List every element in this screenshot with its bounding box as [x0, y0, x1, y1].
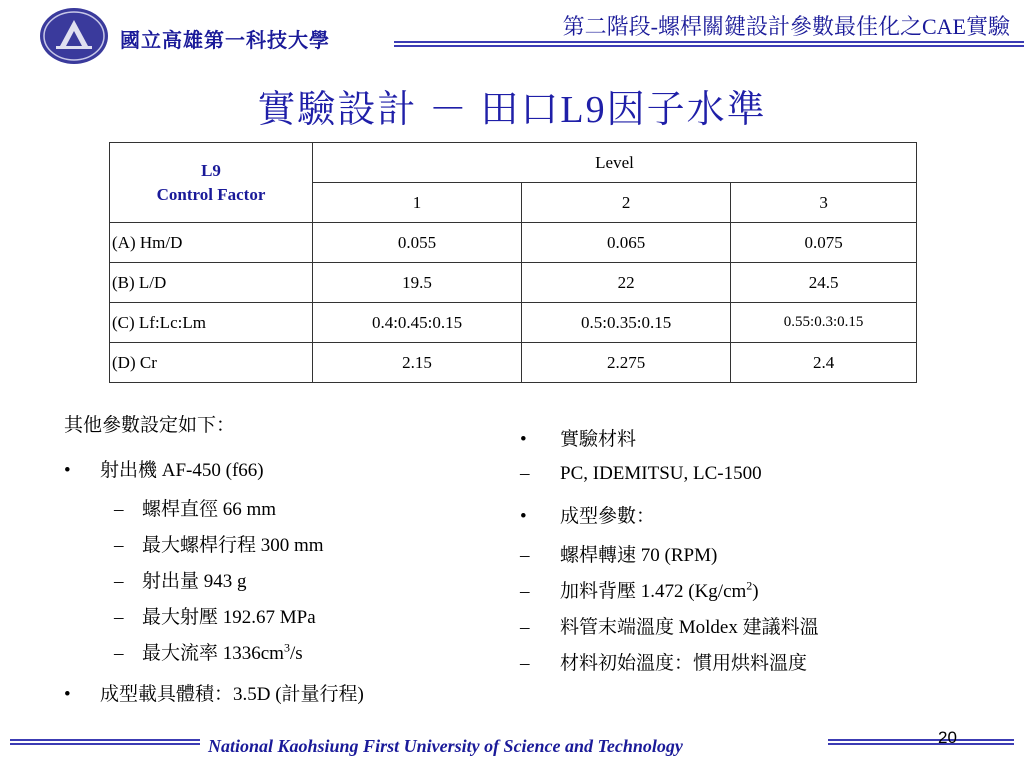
footer-university-name: National Kaohsiung First University of Science and Technology	[208, 736, 683, 756]
dash-item	[520, 612, 1000, 639]
bullet-dot: •	[64, 684, 71, 705]
table-cell: 2.4	[731, 343, 917, 383]
table-cell: 0.065	[522, 223, 731, 263]
machine-text: 射出機 AF-450 (f66)	[100, 460, 264, 481]
dash-item	[520, 576, 1000, 603]
table-cell: 0.4:0.45:0.15	[313, 303, 522, 343]
table-cell: 22	[522, 263, 731, 303]
table-cell: 0.055	[313, 223, 522, 263]
back-pressure-close: )	[752, 581, 759, 602]
dash-mark: –	[114, 499, 124, 520]
table-row	[110, 343, 917, 383]
dash-mark: –	[114, 535, 124, 556]
dash-item	[520, 463, 1000, 485]
footer-rule-left	[10, 739, 200, 745]
back-pressure-superscript: 2	[746, 578, 753, 593]
dash-item	[64, 494, 514, 521]
level-3-header: 3	[731, 183, 917, 223]
header-title: 第二階段-螺桿關鍵設計參數最佳化之CAE實驗	[562, 14, 1010, 39]
table-cell: 0.075	[731, 223, 917, 263]
dash-item	[64, 638, 514, 665]
back-pressure-text: 加料背壓 1.472 (Kg/cm	[560, 581, 747, 602]
dash-text: 射出量 943 g	[142, 571, 247, 592]
max-flow-unit: /s	[289, 643, 303, 664]
footer-rule-right	[828, 739, 1014, 745]
dash-mark: –	[520, 463, 530, 484]
factor-header-cell	[110, 143, 313, 223]
table-row	[110, 263, 917, 303]
material-text: PC, IDEMITSU, LC-1500	[560, 463, 762, 484]
slide-title: 實驗設計 － 田口L9因子水準	[257, 89, 767, 131]
factor-label: (D) Cr	[110, 343, 313, 383]
level-2-header: 2	[522, 183, 731, 223]
factor-label: (C) Lf:Lc:Lm	[110, 303, 313, 343]
factor-header-l9: L9	[201, 160, 221, 180]
dash-text: 螺桿直徑 66 mm	[142, 499, 277, 520]
max-flow-superscript: 3	[283, 640, 290, 655]
table-row	[110, 223, 917, 263]
factor-level-table	[109, 142, 917, 383]
university-logo	[38, 6, 110, 66]
dash-item	[520, 648, 1000, 675]
header-rule	[394, 41, 1024, 47]
table-cell: 0.5:0.35:0.15	[522, 303, 731, 343]
table-cell: 2.15	[313, 343, 522, 383]
material-temp-text: 材料初始溫度：慣用烘料溫度	[560, 653, 808, 674]
table-cell: 2.275	[522, 343, 731, 383]
bullet-dot: •	[520, 506, 527, 527]
volume-text: 成型載具體積：3.5D (計量行程)	[100, 684, 364, 705]
dash-item	[520, 540, 1000, 567]
bullet-dot: •	[520, 429, 527, 450]
bullet-item	[64, 679, 514, 706]
bullet-item	[520, 424, 1000, 451]
page-number: 20	[938, 728, 957, 747]
dash-item	[64, 530, 514, 557]
university-name-cn: 國立高雄第一科技大學	[120, 30, 330, 52]
dash-mark: –	[520, 617, 530, 638]
material-heading: 實驗材料	[560, 429, 637, 450]
dash-mark: –	[520, 653, 530, 674]
dash-item	[64, 566, 514, 593]
dash-text: 最大螺桿行程 300 mm	[142, 535, 324, 556]
intro-text: 其他參數設定如下：	[64, 415, 236, 436]
level-header: Level	[313, 143, 917, 183]
dash-text: 最大射壓 192.67 MPa	[142, 607, 316, 628]
bullet-dot: •	[64, 460, 71, 481]
left-column	[64, 410, 514, 706]
max-flow-text: 最大流率 1336cm	[142, 643, 284, 664]
right-column	[520, 424, 1000, 675]
dash-mark: –	[114, 607, 124, 628]
dash-mark: –	[114, 643, 124, 664]
dash-item	[64, 602, 514, 629]
factor-label: (B) L/D	[110, 263, 313, 303]
bullet-item	[64, 455, 514, 482]
dash-mark: –	[520, 581, 530, 602]
table-cell: 19.5	[313, 263, 522, 303]
factor-header-control-factor: Control Factor	[156, 184, 266, 204]
barrel-temp-text: 料管末端溫度 Moldex 建議料溫	[560, 617, 819, 638]
table-cell: 24.5	[731, 263, 917, 303]
table-cell: 0.55:0.3:0.15	[731, 303, 917, 343]
dash-mark: –	[114, 571, 124, 592]
screw-speed-text: 螺桿轉速 70 (RPM)	[560, 545, 718, 566]
table-row	[110, 303, 917, 343]
dash-mark: –	[520, 545, 530, 566]
process-heading: 成型參數：	[560, 506, 656, 527]
factor-label: (A) Hm/D	[110, 223, 313, 263]
bullet-item	[520, 501, 1000, 528]
level-1-header: 1	[313, 183, 522, 223]
